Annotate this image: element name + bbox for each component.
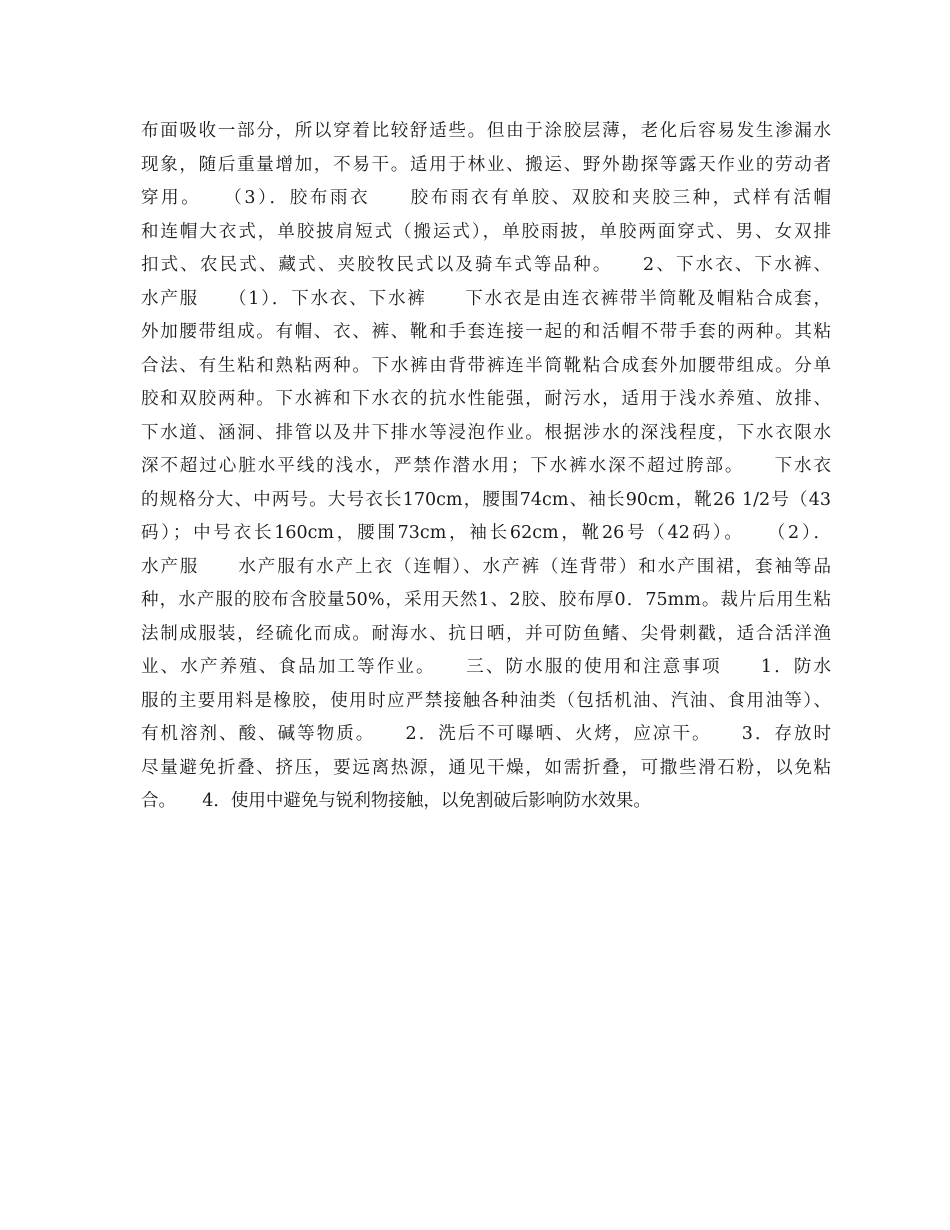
- text-line: 的规格分大、中两号。大号衣长170cm，腰围74cm、袖长90cm，靴26 1/2号（43: [141, 489, 831, 510]
- text-line: 和连帽大衣式，单胶披肩短式（搬运式），单胶雨披，单胶两面穿式、男、女双排: [141, 221, 831, 242]
- body-text: [141, 115, 831, 819]
- text-line: 水产服 （1）．下水衣、下水裤 下水衣是由连衣裤带半筒靴及帽粘合成套，: [141, 288, 831, 309]
- text-line: 布面吸收一部分，所以穿着比较舒适些。但由于涂胶层薄，老化后容易发生渗漏水: [141, 121, 831, 141]
- text-line: 有机溶剂、酸、碱等物质。 2．洗后不可曝晒、火烤，应凉干。 3．存放时: [141, 724, 831, 744]
- text-line: 业、水产养殖、食品加工等作业。 三、防水服的使用和注意事项 1．防水: [141, 657, 831, 677]
- text-line: 服的主要用料是橡胶，使用时应严禁接触各种油类（包括机油、汽油、食用油等）、: [141, 690, 831, 711]
- text-line: 法制成服装，经硫化而成。耐海水、抗日晒，并可防鱼鳍、尖骨刺戳，适合活洋渔: [141, 623, 831, 644]
- text-line: 穿用。 （3）．胶布雨衣 胶布雨衣有单胶、双胶和夹胶三种，式样有活帽: [141, 188, 831, 208]
- text-line: 码）；中号衣长160cm，腰围73cm，袖长62cm，靴26号（42码）。 （2）．: [141, 523, 831, 543]
- text-line: 扣式、农民式、藏式、夹胶牧民式以及骑车式等品种。 2、下水衣、下水裤、: [141, 255, 831, 275]
- text-line: 外加腰带组成。有帽、衣、裤、靴和手套连接一起的和活帽不带手套的两种。其粘: [141, 322, 831, 342]
- text-line: 胶和双胶两种。下水裤和下水衣的抗水性能强，耐污水，适用于浅水养殖、放排、: [141, 389, 831, 409]
- text-line: 水产服 水产服有水产上衣（连帽）、水产裤（连背带）和水产围裙，套袖等品: [141, 556, 831, 577]
- text-line: 下水道、涵洞、排管以及井下排水等浸泡作业。根据涉水的深浅程度，下水衣限水: [141, 422, 831, 443]
- text-line: 种，水产服的胶布含胶量50%，采用天然1、2胶、胶布厚0．75mm。裁片后用生粘: [141, 590, 831, 610]
- text-line: 深不超过心脏水平线的浅水，严禁作潜水用；下水裤水深不超过胯部。 下水衣: [141, 456, 831, 476]
- text-line: 尽量避免折叠、挤压，要远离热源，通见干燥，如需折叠，可撒些滑石粉，以免粘: [141, 757, 831, 778]
- text-line: 合法、有生粘和熟粘两种。下水裤由背带裤连半筒靴粘合成套外加腰带组成。分单: [141, 355, 831, 376]
- text-line: 现象，随后重量增加，不易干。适用于林业、搬运、野外勘探等露天作业的劳动者: [141, 154, 831, 175]
- text-line: 合。 4．使用中避免与锐利物接触，以免割破后影响防水效果。: [141, 791, 651, 811]
